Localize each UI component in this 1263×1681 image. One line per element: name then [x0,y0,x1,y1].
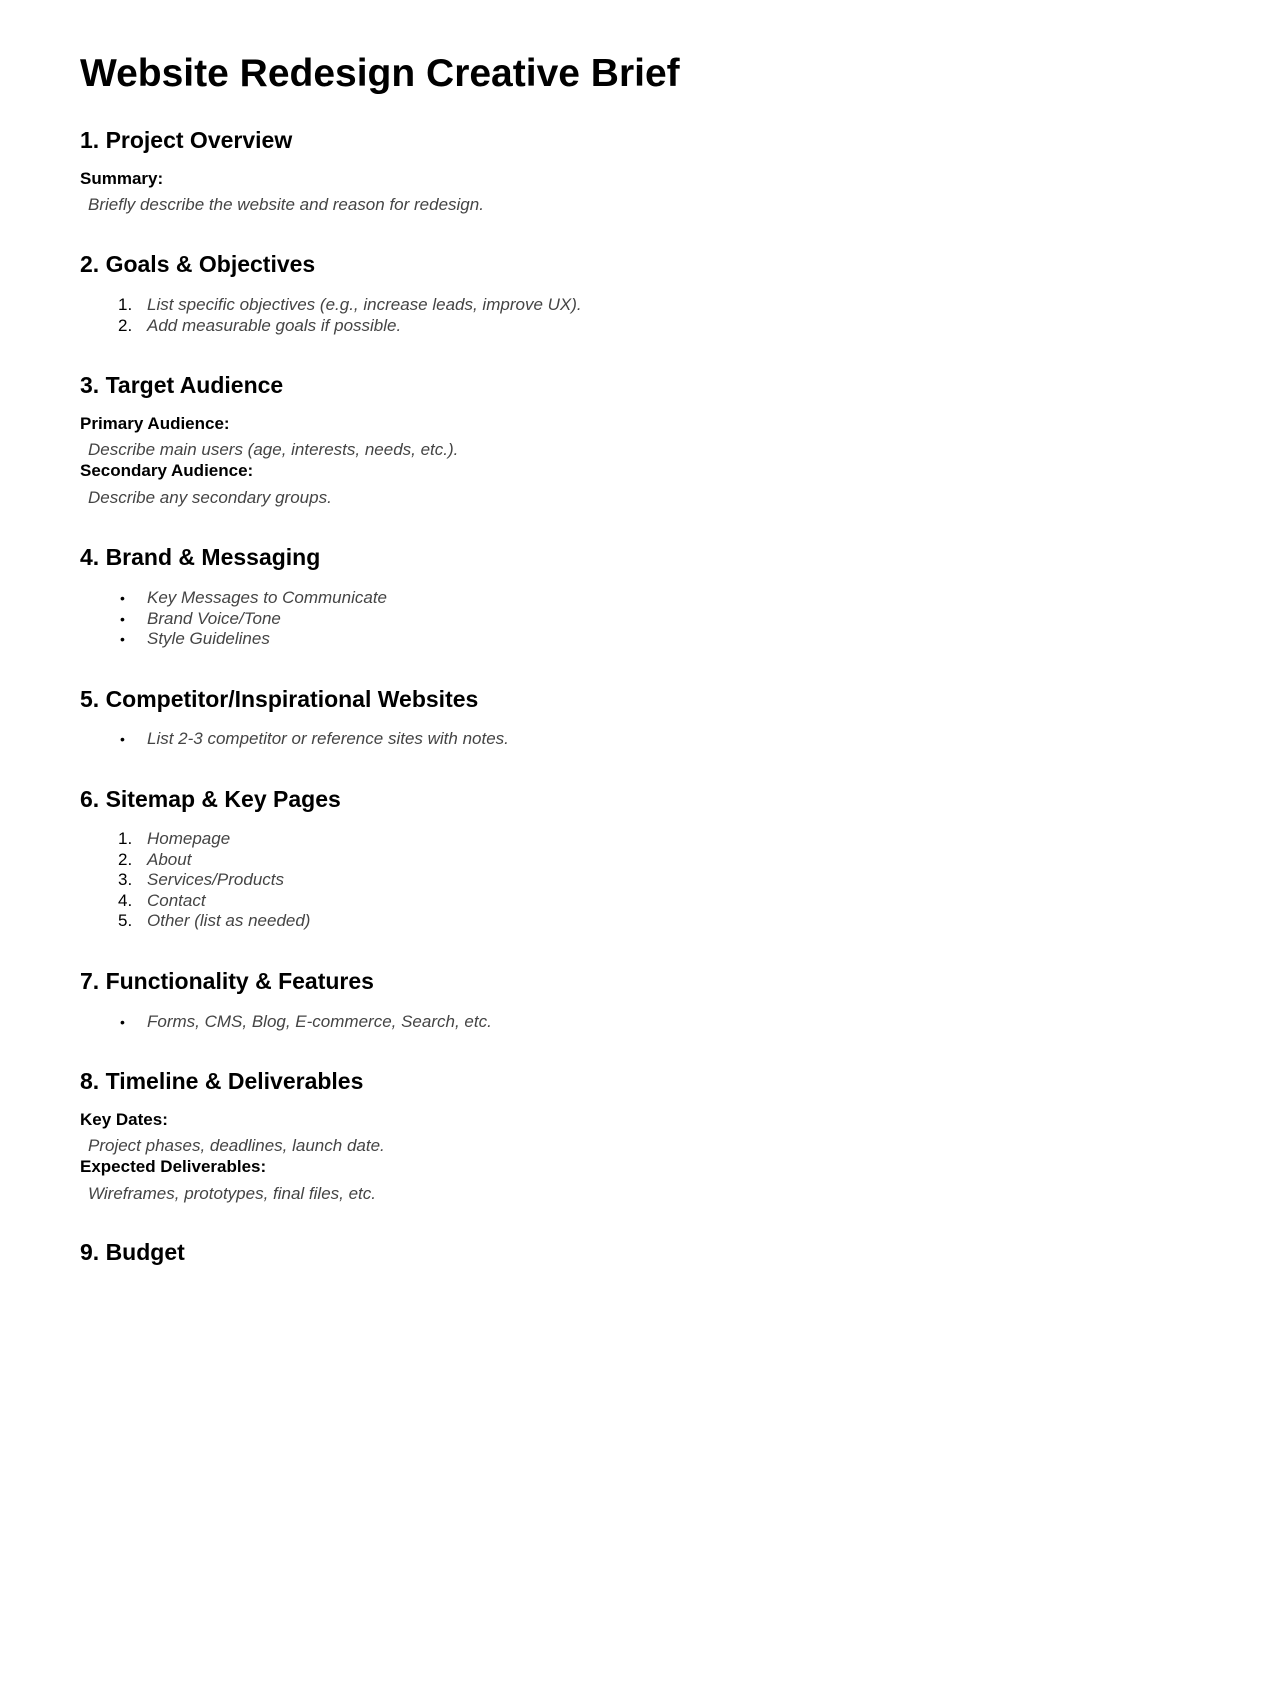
section-heading: 1. Project Overview [80,127,293,153]
field-label: Secondary Audience: [80,461,254,480]
list-item: 2. Add measurable goals if possible. [118,315,402,335]
field-text: Briefly describe the website and reason for redesign. [88,195,484,214]
field-label: Summary: [80,169,164,188]
section-heading: 2. Goals & Objectives [80,251,316,277]
list-item: 5. Other (list as needed) [118,911,311,931]
field-text: Wireframes, prototypes, final files, etc. [88,1184,377,1203]
field-label: Primary Audience: [80,414,230,433]
list-item: • Forms, CMS, Blog, E-commerce, Search, etc. [120,1012,492,1031]
page-title: Website Redesign Creative Brief [80,52,680,95]
goals-list [80,295,582,336]
list-item: 3. Services/Products [118,870,284,890]
list-item: 1. List specific objectives (e.g., increase leads, improve UX). [118,295,582,314]
list-item: • Key Messages to Communicate [120,588,387,607]
section-heading: 8. Timeline & Deliverables [80,1068,364,1094]
section-heading: 5. Competitor/Inspirational Websites [80,686,479,712]
section-heading: 4. Brand & Messaging [80,544,321,570]
list-item: 2. About [118,849,192,869]
competitor-list [80,729,509,750]
field-label: Key Dates: [80,1110,168,1129]
list-item: • Style Guidelines [120,629,270,649]
list-item: • List 2-3 competitor or reference sites with notes. [120,729,509,748]
features-list [80,1012,492,1033]
section-heading: 3. Target Audience [80,372,284,398]
field-text: Project phases, deadlines, launch date. [88,1136,385,1155]
section-heading: 9. Budget [80,1239,185,1265]
sitemap-list [80,829,310,932]
field-text: Describe any secondary groups. [88,488,332,507]
field-label: Expected Deliverables: [80,1157,267,1176]
section-heading: 7. Functionality & Features [80,968,374,994]
field-text: Describe main users (age, interests, needs, etc.). [88,440,459,459]
list-item: • Brand Voice/Tone [120,608,281,628]
section-heading: 6. Sitemap & Key Pages [80,786,341,812]
brand-list [80,588,387,650]
list-item: 1. Homepage [118,829,231,848]
list-item: 4. Contact [118,890,206,910]
